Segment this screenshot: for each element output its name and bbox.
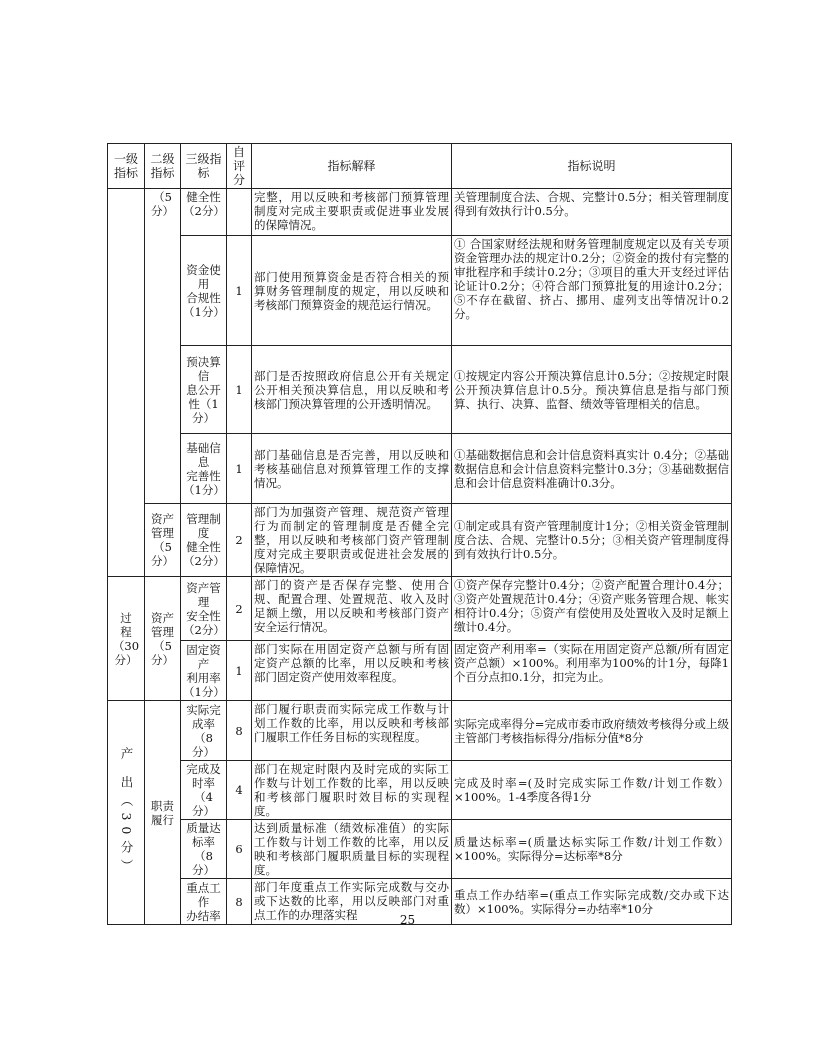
- score-cell: [227, 189, 252, 236]
- table-row: [108, 434, 732, 504]
- score-cell: 8: [227, 701, 252, 761]
- score-cell: 1: [227, 236, 252, 346]
- description-cell: 实际完成率得分=完成市委市政府绩效考核得分或上级主管部门考核指标得分/指标分值*8分: [452, 701, 732, 761]
- description-cell: 质量达标率=(质量达标实际工作数/计划工作数）×100%。实际得分=达标率*8分: [452, 820, 732, 879]
- header-self-score: 自评 分: [227, 144, 252, 189]
- level1-cell-process: 过 程 （30 分）: [108, 577, 145, 701]
- header-description: 指标说明: [452, 144, 732, 189]
- explanation-cell: 部门为加强资产管理、规范资产管理行为而制定的管理制度是否健全完整，用以反映和考核部门资产管理制度对完成主要职责或促进社会发展的保障情况。: [252, 504, 452, 577]
- table-row: [108, 761, 732, 820]
- explanation-cell: 完整，用以反映和考核部门预算管理制度对完成主要职责或促进事业发展的保障情况。: [252, 189, 452, 236]
- score-cell: 2: [227, 577, 252, 641]
- level3-cell: 健全性 （2分）: [181, 189, 227, 236]
- level2-cell-duty: 职责 履行: [145, 701, 181, 925]
- level3-cell: 基础信 息 完善性 （1分）: [181, 434, 227, 504]
- page-number: 25: [399, 913, 416, 927]
- score-cell: 6: [227, 820, 252, 879]
- level3-cell: 资金使 用 合规性 （1分）: [181, 236, 227, 346]
- header-level2: 二级 指标: [145, 144, 181, 189]
- description-cell: 完成及时率=(及时完成实际工作数/计划工作数）×100%。1-4季度各得1分: [452, 761, 732, 820]
- description-cell: 固定资产利用率=（实际在用固定资产总额/所有固定资产总额）×100%。利用率为100%的计1分，每降1个百分点扣0.1分，扣完为止。: [452, 641, 732, 701]
- description-cell: ①按规定内容公开预决算信息计0.5分；②按规定时限公开预决算信息计0.5分。预决算信息是指与部门预算、执行、决算、监督、绩效等管理相关的信息。: [452, 346, 732, 434]
- explanation-cell: 部门年度重点工作实际完成数与交办或下达数的比率，用以反映部门对重点工作的办理落实程: [252, 879, 452, 925]
- level3-cell: 固定资 产 利用率 （1分）: [181, 641, 227, 701]
- explanation-cell: 部门实际在用固定资产总额与所有固定资产总额的比率，用以反映和考核部门固定资产使用效率程度。: [252, 641, 452, 701]
- level3-cell: 重点工 作 办结率: [181, 879, 227, 925]
- explanation-cell: 部门是否按照政府信息公开有关规定公开相关预决算信息，用以反映和考核部门预决算管理的公开透明情况。: [252, 346, 452, 434]
- explanation-cell: 部门在规定时限内及时完成的实际工作数与计划工作数的比率，用以反映和考核部门履职时效目标的实现程度。: [252, 761, 452, 820]
- level3-cell: 质量达 标率（8 分）: [181, 820, 227, 879]
- level3-cell: 实际完 成率（8 分）: [181, 701, 227, 761]
- explanation-cell: 部门履行职责而实际完成工作数与计划工作数的比率，用以反映和考核部门履职工作任务目标的实现程度。: [252, 701, 452, 761]
- level2-cell-asset: 资产 管理 （5 分）: [145, 577, 181, 701]
- level1-output-label: 产 出（30分）: [119, 747, 134, 878]
- description-cell: 关管理制度合法、合规、完整计0.5分；相关管理制度得到有效执行计0.5分。: [452, 189, 732, 236]
- level3-cell: 资产管 理 安全性 （2分）: [181, 577, 227, 641]
- description-cell: ①基础数据信息和会计信息资料真实计 0.4分；②基础数据信息和会计信息资料完整计0.3分；③基础数据信息和会计信息资料准确计0.3分。: [452, 434, 732, 504]
- score-cell: 4: [227, 761, 252, 820]
- score-cell: 2: [227, 504, 252, 577]
- table-row: [108, 820, 732, 879]
- table-row: [108, 701, 732, 761]
- score-cell: 8: [227, 879, 252, 925]
- score-cell: 1: [227, 641, 252, 701]
- level1-cell-output: [108, 701, 145, 925]
- level2-cell-asset-mgmt: 资产 管理 （5 分）: [145, 504, 181, 577]
- explanation-cell: 部门使用预算资金是否符合相关的预算财务管理制度的规定，用以反映和考核部门预算资金的规范运行情况。: [252, 236, 452, 346]
- level3-cell: 预决算 信 息公开 性（1 分）: [181, 346, 227, 434]
- score-cell: 1: [227, 434, 252, 504]
- header-level1: 一级 指标: [108, 144, 145, 189]
- table-row: [108, 577, 732, 641]
- header-explanation: 指标解释: [252, 144, 452, 189]
- evaluation-table: [107, 143, 732, 925]
- explanation-cell: 达到质量标准（绩效标准值）的实际工作数与计划工作数的比率，用以反映和考核部门履职质量目标的实现程度。: [252, 820, 452, 879]
- score-cell: 1: [227, 346, 252, 434]
- level3-cell: 管理制 度 健全性 （2分）: [181, 504, 227, 577]
- table-row: [108, 641, 732, 701]
- header-row: [108, 144, 732, 189]
- description-cell: ①资产保存完整计0.4分；②资产配置合理计0.4分；③资产处置规范计0.4分；④资产账务管理合规、帐实相符计0.4分；⑤资产有偿使用及处置收入及时足额上缴计0.4分。: [452, 577, 732, 641]
- header-level3: 三级指 标: [181, 144, 227, 189]
- description-cell: 重点工作办结率=(重点工作实际完成数/交办或下达数）×100%。实际得分=办结率*10分: [452, 879, 732, 925]
- level2-cell-budget: （5 分）: [145, 189, 181, 504]
- table-row: [108, 346, 732, 434]
- table-row: [108, 189, 732, 236]
- explanation-cell: 部门的资产是否保存完整、使用合规、配置合理、处置规范、收入及时足额上缴，用以反映和考核部门资产安全运行情况。: [252, 577, 452, 641]
- description-cell: ①制定或具有资产管理制度计1分；②相关资金管理制度合法、合规、完整计0.5分；③相关资产管理制度得到有效执行计0.5分。: [452, 504, 732, 577]
- table-row: [108, 504, 732, 577]
- explanation-cell: 部门基础信息是否完善，用以反映和考核基础信息对预算管理工作的支撑情况。: [252, 434, 452, 504]
- table-row: [108, 236, 732, 346]
- description-cell: ① 合国家财经法规和财务管理制度规定以及有关专项资金管理办法的规定计0.2分；②资金的拨付有完整的审批程序和手续计0.2分；③项目的重大开支经过评估论证计0.2分；④符合部门预算批复的用途计0.2分；⑤不存在截留、挤占、挪用、虚列支出等情况计0.2分。: [452, 236, 732, 346]
- level3-cell: 完成及 时率（4 分）: [181, 761, 227, 820]
- level1-cell-empty: [108, 189, 145, 577]
